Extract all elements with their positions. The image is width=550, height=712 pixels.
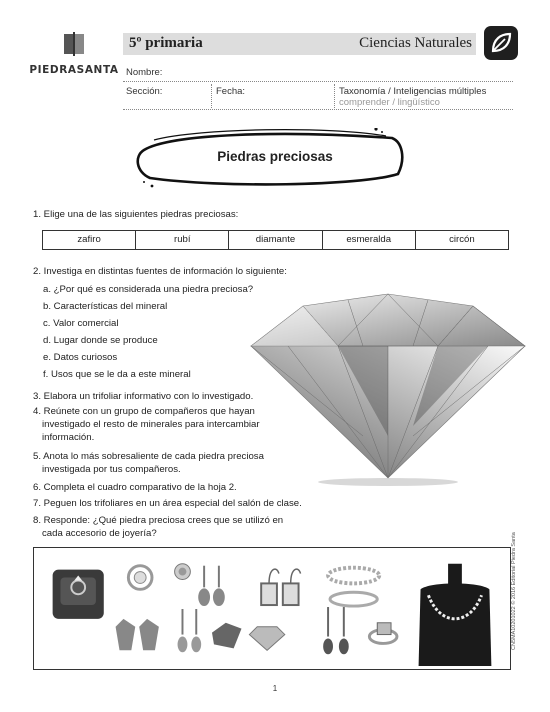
book-icon	[59, 32, 89, 56]
divider	[211, 84, 212, 108]
list-item: c. Valor comercial	[43, 318, 119, 329]
skill-sublabel: comprender / lingüístico	[339, 97, 440, 108]
leaf-icon	[484, 26, 518, 60]
crystal-earrings-icon	[116, 619, 159, 650]
diamond-image	[243, 286, 533, 486]
square-earrings-icon	[261, 569, 300, 605]
publisher-name: PIEDRASANTA	[29, 64, 119, 76]
leaf-badge	[484, 26, 518, 60]
gem-option[interactable]: zafiro	[77, 234, 101, 245]
drop-earrings-icon	[178, 609, 202, 652]
step-7: 7. Peguen los trifoliares en un área especial del salón de clase.	[33, 498, 302, 509]
step-5-line-1: 5. Anota lo más sobresaliente de cada piedra preciosa	[33, 451, 264, 462]
bracelet-icon	[328, 568, 379, 606]
name-label: Nombre:	[126, 67, 163, 78]
gem-option[interactable]: circón	[415, 231, 508, 249]
step-4-line-2: investigado el resto de minerales para intercambiar	[42, 419, 260, 430]
list-item: e. Datos curiosos	[43, 352, 118, 363]
list-item: a. ¿Por qué es considerada una piedra preciosa?	[43, 284, 254, 295]
list-item: f. Usos que se le da a este mineral	[43, 369, 191, 380]
subject-label: Ciencias Naturales	[359, 35, 472, 51]
date-label: Fecha:	[216, 86, 246, 97]
name-line[interactable]	[123, 81, 513, 82]
ring-icon	[128, 566, 152, 590]
necklace-bust-icon	[419, 564, 492, 666]
section-line	[123, 109, 513, 110]
gem-option[interactable]: diamante	[228, 231, 321, 249]
question-1: 1. Elige una de las siguientes piedras preciosas:	[33, 209, 239, 220]
ring-icon	[369, 623, 397, 644]
jewelry-panel	[33, 547, 511, 670]
step-8-line-2: cada accesorio de joyería?	[42, 528, 157, 539]
page-number: 1	[272, 684, 278, 693]
step-4-line-1: 4. Reúnete con un grupo de compañeros que hayan	[33, 406, 255, 417]
section-label: Sección:	[126, 86, 163, 97]
step-6: 6. Completa el cuadro comparativo de la hoja 2.	[33, 482, 237, 493]
drop-earrings-icon	[323, 607, 349, 654]
grade-bar	[123, 33, 476, 55]
divider	[334, 84, 335, 108]
list-item: b. Características del mineral	[43, 301, 168, 312]
grade-label: 5º primaria	[129, 35, 203, 51]
list-item: d. Lugar donde se produce	[43, 335, 158, 346]
gem-option[interactable]: rubí	[135, 231, 228, 249]
step-5-line-2: investigada por tus compañeros.	[42, 464, 181, 475]
copyright-note: CN5MA10201022 © 2016 Editorial Piedra Santa	[511, 532, 517, 650]
step-3: 3. Elabora un trifoliar informativo con lo investigado.	[33, 391, 254, 402]
step-4-line-3: información.	[42, 432, 95, 443]
gem-icon	[212, 623, 285, 651]
pendant-icon	[175, 564, 191, 580]
question-2: 2. Investiga en distintas fuentes de información lo siguiente:	[33, 266, 287, 277]
drop-earrings-icon	[198, 566, 225, 606]
publisher-logo	[28, 32, 120, 76]
page-title: Piedras preciosas	[217, 149, 333, 164]
gem-option[interactable]: esmeralda	[322, 231, 415, 249]
gem-options-table	[42, 230, 509, 250]
skill-label: Taxonomía / Inteligencias múltiples	[339, 86, 487, 97]
ring-box-icon	[53, 570, 104, 619]
step-8-line-1: 8. Responde: ¿Qué piedra preciosa crees que se utilizó en	[33, 515, 284, 526]
